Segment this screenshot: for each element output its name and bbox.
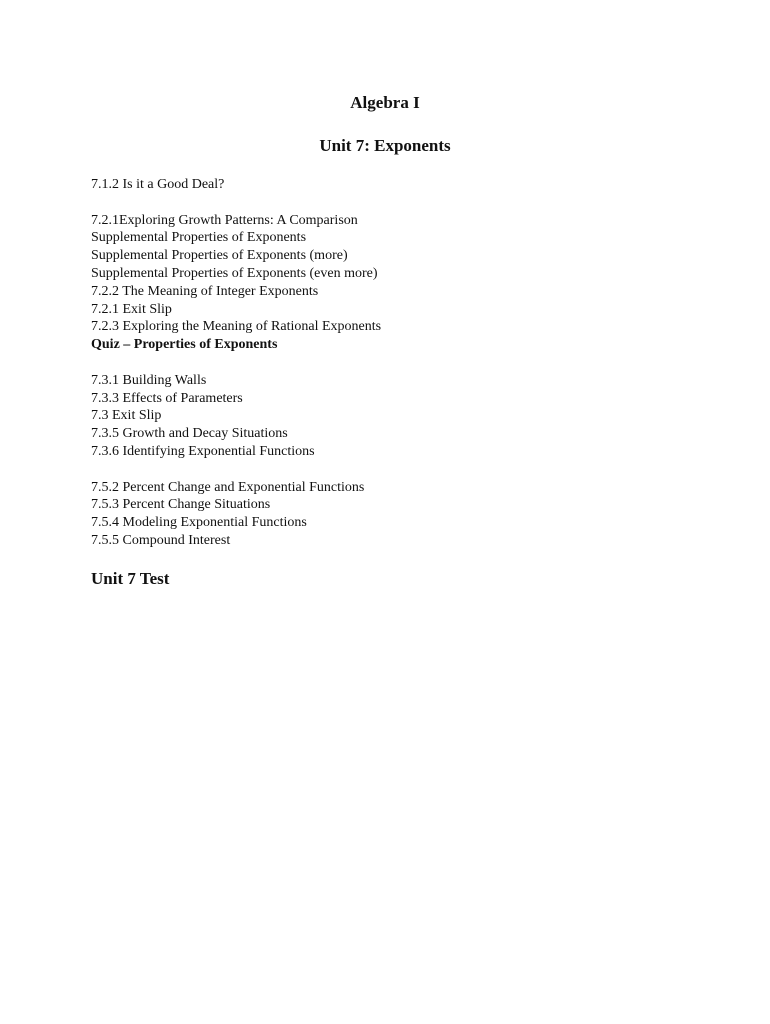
group-spacer [91,194,691,212]
toc-item-7-5-5: 7.5.5 Compound Interest [91,532,231,548]
group-spacer [91,461,691,479]
toc-item-supplemental-properties: Supplemental Properties of Exponents [91,230,307,246]
document-title: Algebra I [350,93,420,112]
toc-item-supplemental-properties-even-more: Supplemental Properties of Exponents (even more) [91,265,378,281]
toc-item-7-3-1: 7.3.1 Building Walls [91,372,207,388]
toc-item-7-3-3: 7.3.3 Effects of Parameters [91,390,243,406]
toc-item-7-2-1-exit-slip: 7.2.1 Exit Slip [91,301,172,317]
toc-item-7-2-1: 7.2.1Exploring Growth Patterns: A Comparison [91,212,358,228]
toc-item-7-5-2: 7.5.2 Percent Change and Exponential Functions [91,479,365,495]
toc-item-7-5-4: 7.5.4 Modeling Exponential Functions [91,515,307,531]
toc-item-7-5-3: 7.5.3 Percent Change Situations [91,497,271,513]
toc-item-7-2-2: 7.2.2 The Meaning of Integer Exponents [91,283,319,299]
toc-group-1 [91,176,691,194]
toc-item-7-1-2: 7.1.2 Is it a Good Deal? [91,177,225,192]
toc-group-2 [91,212,691,354]
toc-item-7-3-5: 7.3.5 Growth and Decay Situations [91,426,288,442]
table-of-contents [91,176,691,550]
toc-item-7-2-3: 7.2.3 Exploring the Meaning of Rational Exponents [91,319,382,335]
unit-title: Unit 7: Exponents [319,136,451,155]
group-spacer [91,354,691,372]
toc-item-7-3-exit-slip: 7.3 Exit Slip [91,408,162,424]
unit-test-heading: Unit 7 Test [91,569,170,588]
toc-group-3 [91,372,691,461]
toc-item-7-3-6: 7.3.6 Identifying Exponential Functions [91,443,315,459]
toc-item-quiz: Quiz – Properties of Exponents [91,337,278,353]
toc-item-supplemental-properties-more: Supplemental Properties of Exponents (more) [91,248,348,264]
toc-group-4 [91,479,691,550]
